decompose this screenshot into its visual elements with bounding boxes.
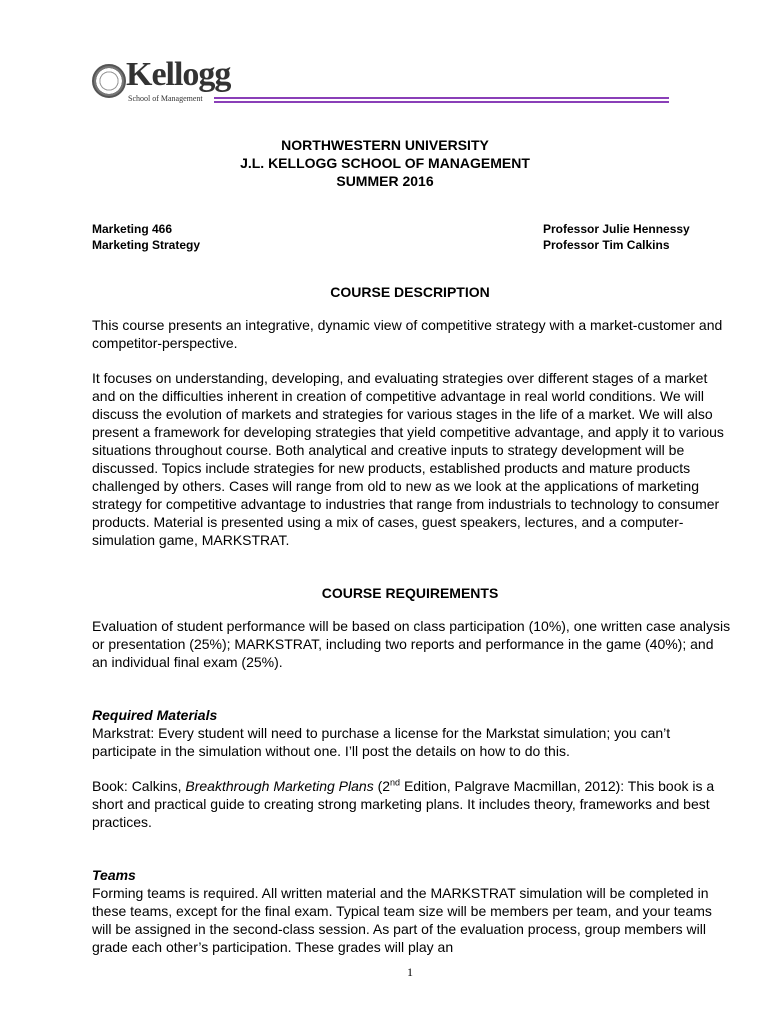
university-seal-icon [92,64,126,98]
markstrat-text: Markstrat: Every student will need to purchase a license for the Markstat simulation; you can’t participate in the simulation without one. I’ll post the details on how to do this. [92,725,671,759]
course-info [92,221,200,253]
course-requirements-heading: COURSE REQUIREMENTS [321,585,499,601]
book-edition-superscript: nd [390,777,401,788]
header-rule-top [214,97,669,99]
required-materials-heading: Required Materials [92,707,218,723]
required-materials-section [92,706,732,760]
book-title: Breakthrough Marketing Plans [185,778,374,794]
kellogg-logo [92,56,231,106]
description-paragraph-1: This course presents an integrative, dynamic view of competitive strategy with a market-customer and competitor-perspective. [92,317,723,351]
teams-section [92,866,732,956]
course-title: Marketing Strategy [92,238,201,252]
logo-wordmark: Kellogg [126,56,231,93]
book-description: Edition, Palgrave Macmillan, 2012): This book is a short and practical guide to creating strong marketing plans. It includes theory, frameworks and best practices. [92,778,715,830]
term: SUMMER 2016 [336,173,434,189]
course-number: Marketing 466 [92,222,173,236]
book-paragraph [92,777,732,831]
logo-subtitle: School of Management [128,94,203,103]
page-number: 1 [407,965,413,979]
course-description-heading: COURSE DESCRIPTION [330,284,490,300]
book-prefix: Book: Calkins, [92,778,186,794]
school-name: J.L. KELLOGG SCHOOL OF MANAGEMENT [240,155,530,171]
description-paragraph-2: It focuses on understanding, developing, and evaluating strategies over different stages of a market and on the difficulties inherent in creation of competitive advantage in real world conditions. We will discuss the evolution of markets and strategies for various stages in the life of a market. We will also present a framework for developing strategies that yield competitive advantage, and apply it to various situations throughout course. Both analytical and creative inputs to strategy development will be discussed. Topics include strategies for new products, established products and mature products challenged by others. Cases will range from old to new as we look at the applications of marketing strategy for competitive advantage to industries that range from industrials to technology to consumer products. Material is presented using a mix of cases, guest speakers, lectures, and a computer-simulation game, MARKSTRAT. [92,370,724,548]
book-edition: (2 [373,778,391,794]
teams-text: Forming teams is required. All written material and the MARKSTRAT simulation will be completed in these teams, except for the final exam. Typical team size will be members per team, and your teams will be assigned in the second-class session. As part of the evaluation process, group members will grade each other’s participation. These grades will play an [92,885,712,955]
instructor-info [543,221,690,253]
professor-2: Professor Tim Calkins [543,238,670,252]
document-header [0,136,770,190]
header-rule-bottom [214,101,669,103]
university-name: NORTHWESTERN UNIVERSITY [281,137,489,153]
teams-heading: Teams [92,867,136,883]
professor-1: Professor Julie Hennessy [543,222,690,236]
requirements-paragraph: Evaluation of student performance will be based on class participation (10%), one written case analysis or presentation (25%); MARKSTRAT, including two reports and performance in the game (40%); and an individual final exam (25%). [92,618,731,670]
